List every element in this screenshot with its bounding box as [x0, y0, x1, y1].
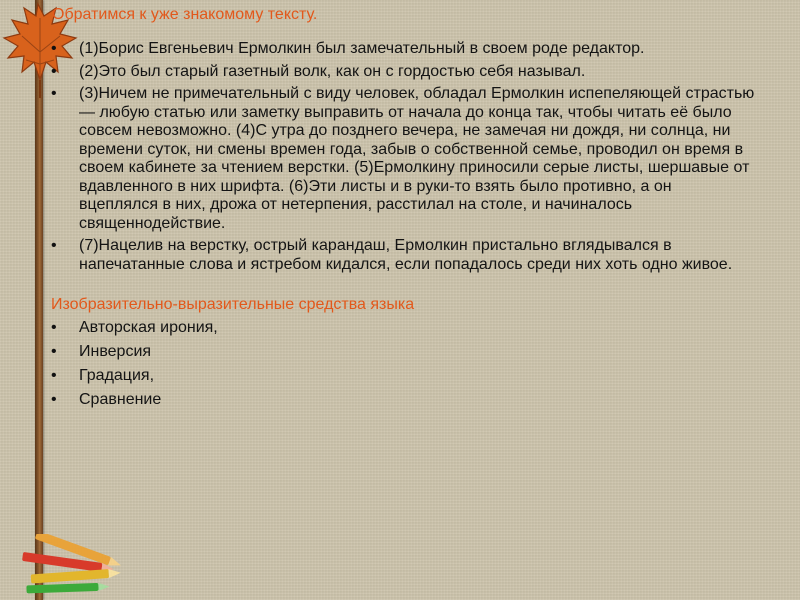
- device-text: Авторская ирония,: [79, 319, 218, 336]
- list-item: [50, 40, 755, 59]
- slide-title: Обратимся к уже знакомому тексту.: [52, 6, 318, 23]
- bullet-icon: •: [51, 343, 57, 360]
- paragraph-text: (2)Это был старый газетный волк, как он с гордостью себя называл.: [79, 62, 586, 80]
- devices-list: [50, 318, 755, 409]
- paragraph-text: (3)Ничем не примечательный с виду человек, обладал Ермолкин испепеляющей страстью — любую статью или заметку выправить от начала до конца так, чтобы читать её было совсем невозможно. (4)С утра до позднего вечера, не замечая ни дождя, ни солнца, ни времени суток, ни смены времен года, забыв о собственной семье, проводил он время в своем кабинете за чтением верстки. (5)Ермолкину приносили серые листы, шершавые от вдавленного в них шрифта. (6)Эти листы и в руки-то взять было противно, а он вцеплялся в них, дрожа от нетерпения, расстилал на столе, и начиналось священнодействие.: [79, 85, 755, 232]
- bullet-icon: •: [51, 391, 57, 408]
- paragraph-text: (1)Борис Евгеньевич Ермолкин был замечательный в своем роде редактор.: [79, 40, 645, 57]
- device-text: Сравнение: [79, 391, 162, 408]
- bullet-icon: •: [51, 62, 57, 80]
- list-item: [50, 366, 755, 385]
- list-item: [50, 318, 755, 337]
- bullet-icon: •: [51, 40, 57, 57]
- crayons-icon: [6, 534, 126, 596]
- text-paragraph-list: [50, 40, 755, 274]
- list-item: [50, 342, 755, 361]
- bullet-icon: •: [51, 319, 57, 336]
- device-text: Инверсия: [79, 343, 152, 360]
- list-item: [50, 85, 755, 233]
- paragraph-text: (7)Нацелив на верстку, острый карандаш, Ермолкин пристально вглядывался в напечатанные слова и ястребом кидался, если попадалось среди них хоть одно живое.: [79, 237, 733, 273]
- list-item: [50, 390, 755, 409]
- section-title: Изобразительно-выразительные средства языка: [51, 296, 415, 313]
- list-item: [50, 237, 755, 274]
- device-text: Градация,: [79, 367, 155, 384]
- slide-content: [50, 6, 755, 414]
- list-item: [50, 63, 755, 82]
- bullet-icon: •: [51, 367, 57, 384]
- bullet-icon: •: [51, 237, 57, 254]
- bullet-icon: •: [51, 85, 57, 102]
